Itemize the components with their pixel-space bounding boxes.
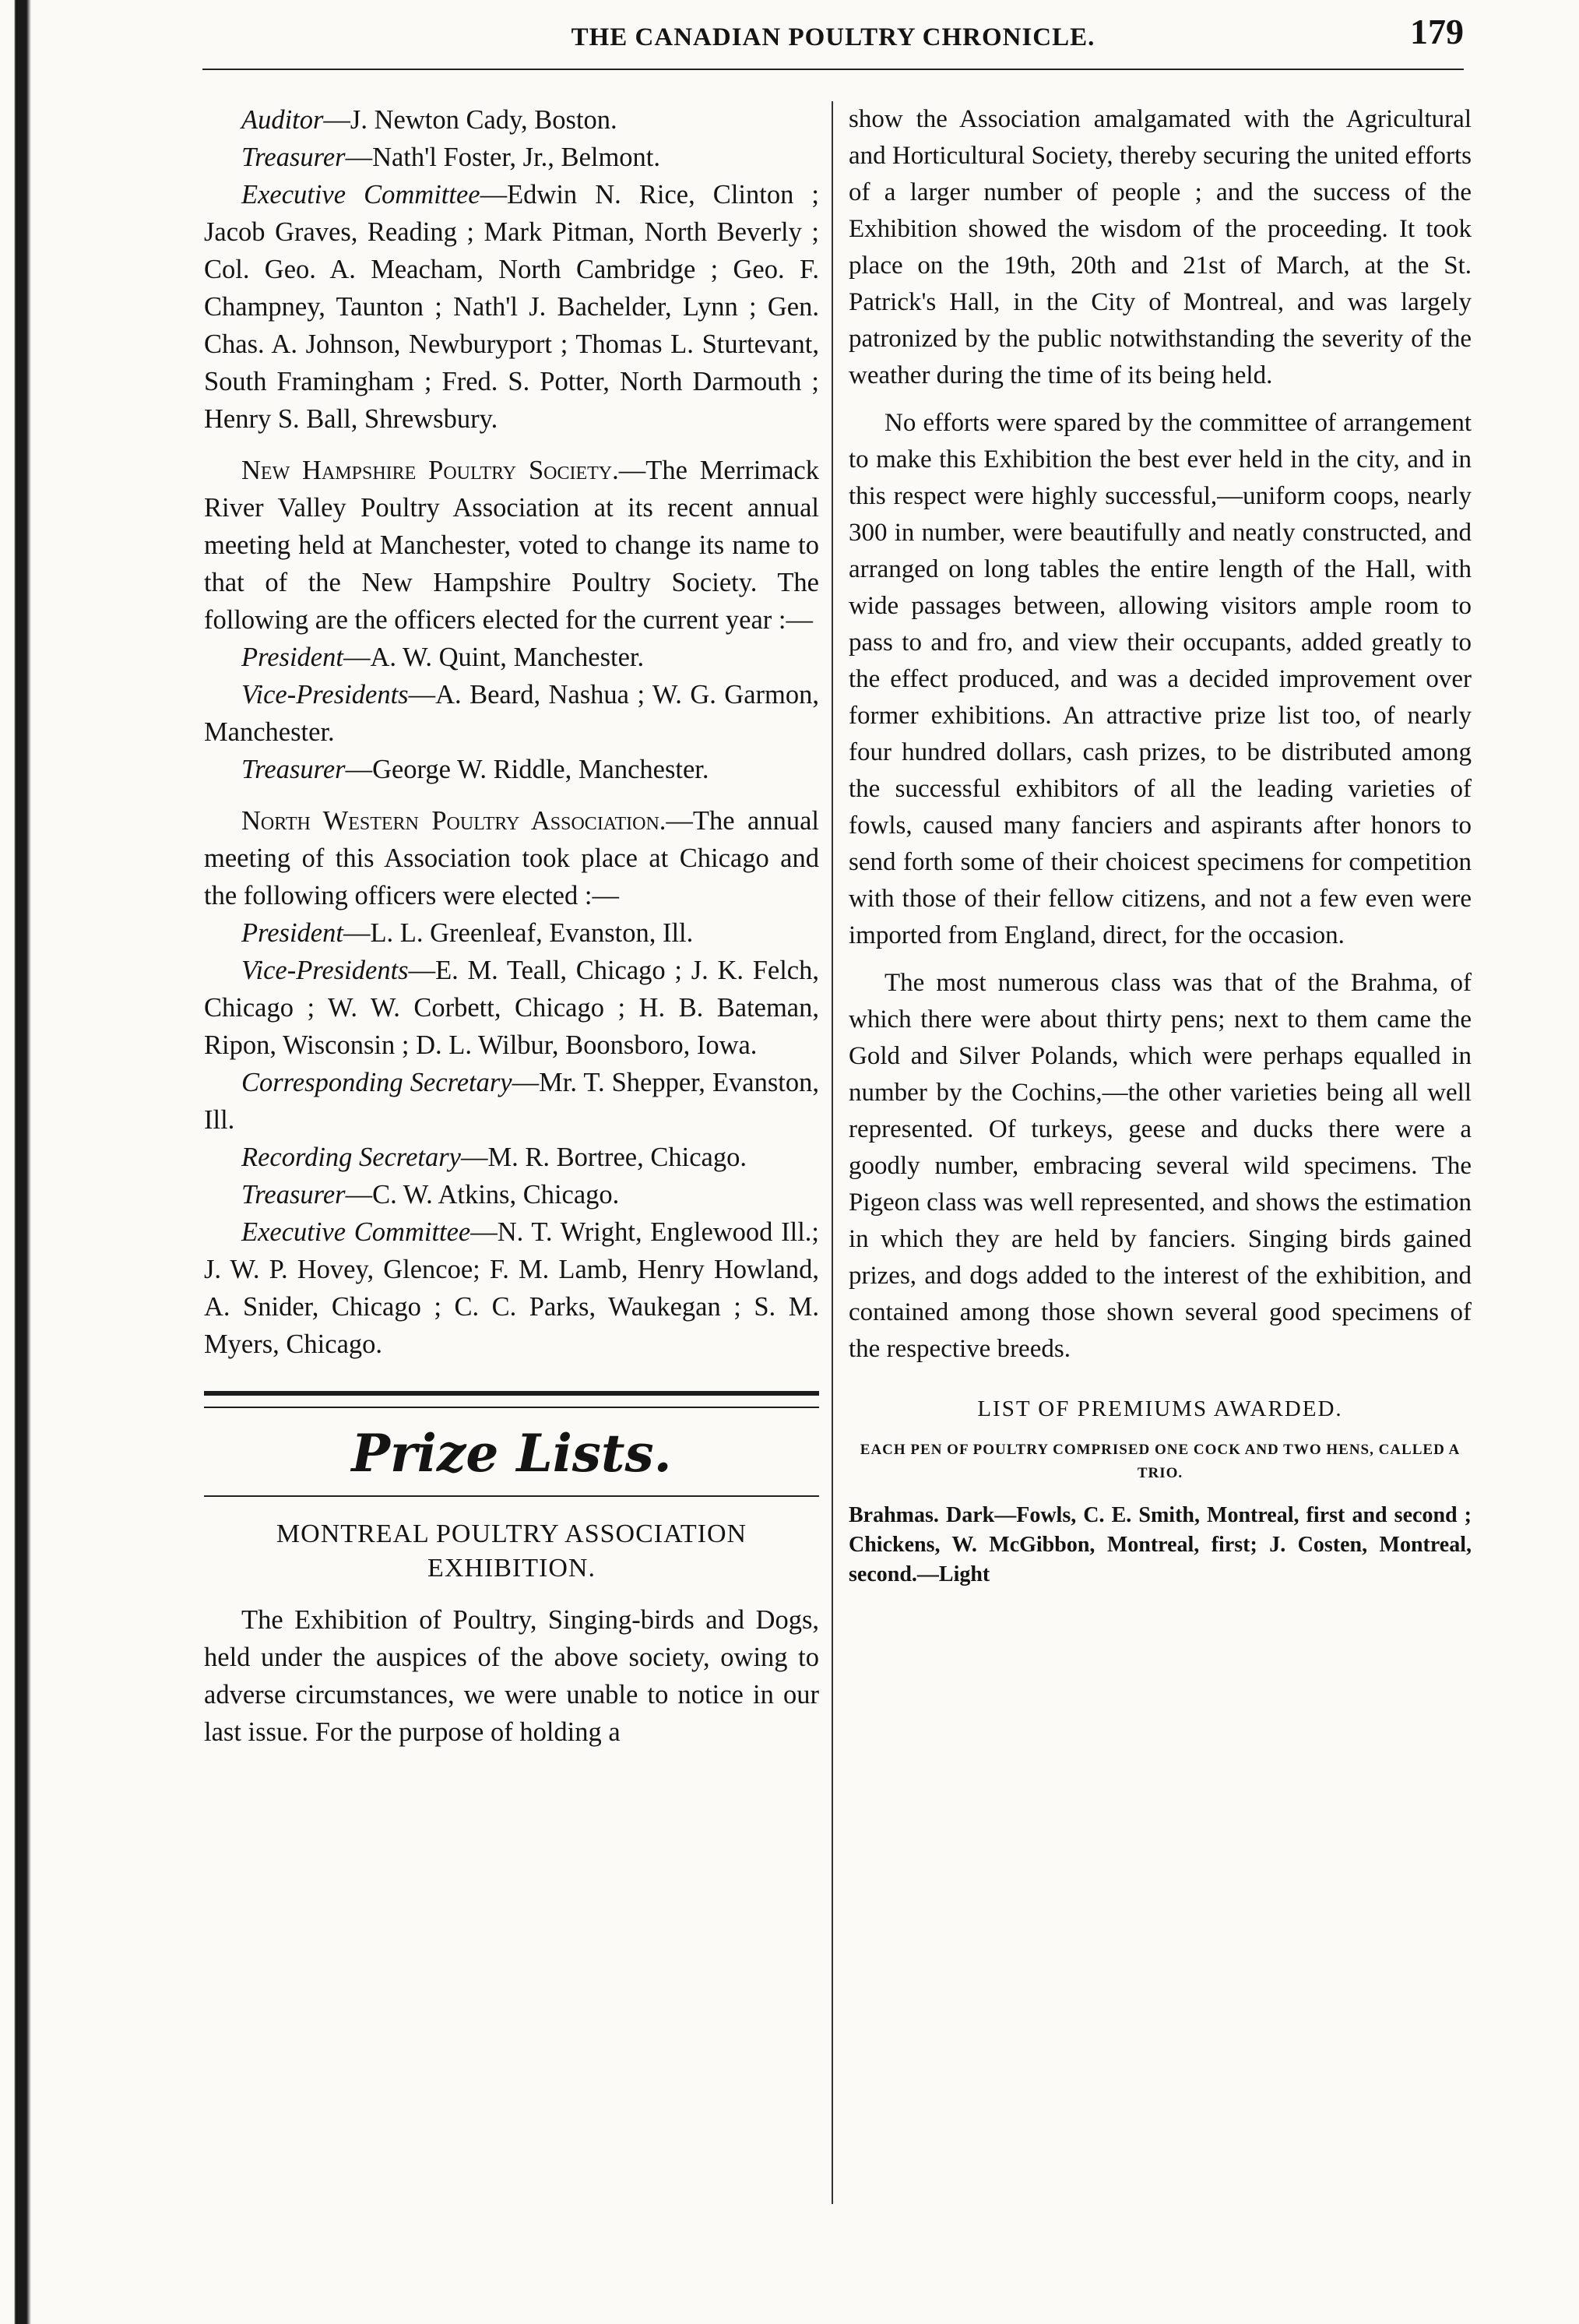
nh-treasurer-entry (204, 751, 819, 788)
premiums-list-title: LIST OF PREMIUMS AWARDED. (977, 1396, 1343, 1421)
auditor-entry (204, 101, 819, 139)
premiums-list-subtitle: EACH PEN OF POULTRY COMPRISED ONE COCK AND TWO HENS, CALLED A TRIO. (860, 1442, 1461, 1481)
nw-vice-presidents-entry (204, 952, 819, 1064)
auditor-text: —J. Newton Cady, Boston. (323, 105, 617, 135)
nh-vice-presidents-label: Vice-Presidents (241, 680, 409, 710)
arrangements-paragraph: No efforts were spared by the committee of arrangement to make this Exhibition the best ever held in the city, and in this respect were highly successful,—uniform coops, nearly 300 in number, were beautifully and neatly constructed, and arranged on long tables the entire length of the Hall, with wide passages between, allowing visitors ample room to pass to and fro, and view their occupants, added greatly to the effect produced, and was a decided improvement over former exhibitions. An attractive prize list too, of nearly four hundred dollars, cash prizes, to be distributed among the successful exhibitors of all the leading varieties of fowls, caused many fanciers and aspirants after honors to send forth some of their choicest specimens for competition with those of their fellow citizens, and not a few even were imported from England, direct, for the occasion. (849, 409, 1472, 949)
treasurer-label: Treasurer (241, 143, 346, 172)
nw-treasurer-label: Treasurer (241, 1180, 346, 1210)
auditor-label: Auditor (241, 105, 324, 135)
treasurer-text: —Nath'l Foster, Jr., Belmont. (345, 143, 661, 172)
montreal-article-title: MONTREAL POULTRY ASSOCIATION EXHIBITION. (276, 1519, 747, 1583)
nh-president-text: —A. W. Quint, Manchester. (343, 643, 645, 672)
nw-corresponding-secretary-text: —Mr. T. Shepper, Evanston, Ill. (204, 1068, 819, 1135)
nw-executive-committee-text: —N. T. Wright, Englewood Ill.; J. W. P. Hovey, Glencoe; F. M. Lamb, Henry Howland, A. Snider, Chicago ; C. C. Parks, Waukegan ; S. M. Myers, Chicago. (204, 1217, 820, 1359)
nw-recording-secretary-entry (204, 1139, 819, 1176)
classes-paragraph: The most numerous class was that of the Brahma, of which there were about thirty pens; next to them came the Gold and Silver Polands, which were perhaps equalled in number by the Cochins,—the other varieties being all well represented. Of turkeys, geese and ducks there were a goodly number, embracing several wild specimens. The Pigeon class was well represented, and shows the estimation in which they are held by fanciers. Singing birds gained prizes, and dogs added to the interest of the exhibition, and contained among those shown several good specimens of the respective breeds. (849, 969, 1472, 1363)
nh-society-paragraph (204, 452, 819, 639)
executive-committee-entry (204, 176, 819, 438)
nh-society-text: —The Merrimack River Valley Poultry Association at its recent annual meeting held at Manchester, voted to change its name to that of the New Hampshire Poultry Society. The following are the officers elected for the current year :— (204, 456, 819, 635)
prize-lists-heading: Prize Lists. (351, 1423, 672, 1484)
nw-vice-presidents-text: —E. M. Teall, Chicago ; J. K. Felch, Chicago ; W. W. Corbett, Chicago ; H. B. Bateman, Ripon, Wisconsin ; D. L. Wilbur, Boonsboro, Iowa. (204, 956, 819, 1060)
section-divider-rule (204, 1391, 819, 1408)
nw-corresponding-secretary-label: Corresponding Secretary (241, 1068, 512, 1097)
nh-president-label: President (241, 643, 343, 672)
nw-vice-presidents-label: Vice-Presidents (241, 956, 409, 985)
nw-treasurer-text: —C. W. Atkins, Chicago. (345, 1180, 620, 1210)
nw-association-text: —The annual meeting of this Association took place at Chicago and the following officers were elected :— (204, 806, 819, 910)
nh-treasurer-label: Treasurer (241, 755, 346, 784)
running-title: THE CANADIAN POULTRY CHRONICLE. (571, 23, 1095, 51)
executive-committee-text: —Edwin N. Rice, Clinton ; Jacob Graves, Reading ; Mark Pitman, North Beverly ; Col. Geo. A. Meacham, North Cambridge ; Geo. F. Champney, Taunton ; Nath'l J. Bachelder, Lynn ; Gen. Chas. A. Johnson, Newburyport ; Thomas L. Sturtevant, South Framingham ; Fred. S. Potter, North Darmouth ; Henry S. Ball, Shrewsbury. (204, 180, 819, 434)
nw-executive-committee-label: Executive Committee (241, 1217, 471, 1247)
nw-president-text: —L. L. Greenleaf, Evanston, Ill. (343, 918, 694, 948)
page-binding-edge (0, 0, 37, 2324)
page-number: 179 (1410, 12, 1464, 51)
nh-president-entry (204, 639, 819, 676)
nw-president-label: President (241, 918, 343, 948)
nw-association-heading: North Western Poultry Association. (241, 806, 666, 836)
article-continuation-paragraph: show the Association amalgamated with the Agricultural and Horticultural Society, thereby securing the united efforts of a larger number of people ; and the success of the Exhibition showed the wisdom of the proceeding. It took place on the 19th, 20th and 21st of March, at the St. Patrick's Hall, in the City of Montreal, and was largely patronized by the public notwithstanding the severity of the weather during the time of its being held. (849, 105, 1472, 389)
page-header (202, 6, 1464, 70)
nw-corresponding-secretary-entry (204, 1064, 819, 1139)
treasurer-entry (204, 139, 819, 176)
nw-executive-committee-entry (204, 1213, 819, 1363)
column-divider (832, 101, 833, 2204)
nh-treasurer-text: —George W. Riddle, Manchester. (345, 755, 709, 784)
premiums-list-entry: Brahmas. Dark—Fowls, C. E. Smith, Montreal, first and second ; Chickens, W. McGibbon, Montreal, first; J. Costen, Montreal, second.—Light (849, 1503, 1472, 1586)
executive-committee-label: Executive Committee (241, 180, 480, 210)
nw-treasurer-entry (204, 1176, 819, 1213)
nw-recording-secretary-label: Recording Secretary (241, 1143, 461, 1172)
nw-recording-secretary-text: —M. R. Bortree, Chicago. (460, 1143, 747, 1172)
left-column (204, 101, 819, 1751)
nw-president-entry (204, 914, 819, 952)
nh-vice-presidents-text: —A. Beard, Nashua ; W. G. Garmon, Manchester. (204, 680, 819, 747)
nh-society-heading: New Hampshire Poultry Society. (241, 456, 619, 485)
nw-association-paragraph (204, 802, 819, 914)
montreal-article-text: The Exhibition of Poultry, Singing-birds and Dogs, held under the auspices of the above society, owing to adverse circumstances, we were unable to notice in our last issue. For the purpose of holding a (204, 1605, 819, 1747)
heading-rule (204, 1495, 819, 1497)
nh-vice-presidents-entry (204, 676, 819, 751)
right-column (849, 101, 1472, 1590)
